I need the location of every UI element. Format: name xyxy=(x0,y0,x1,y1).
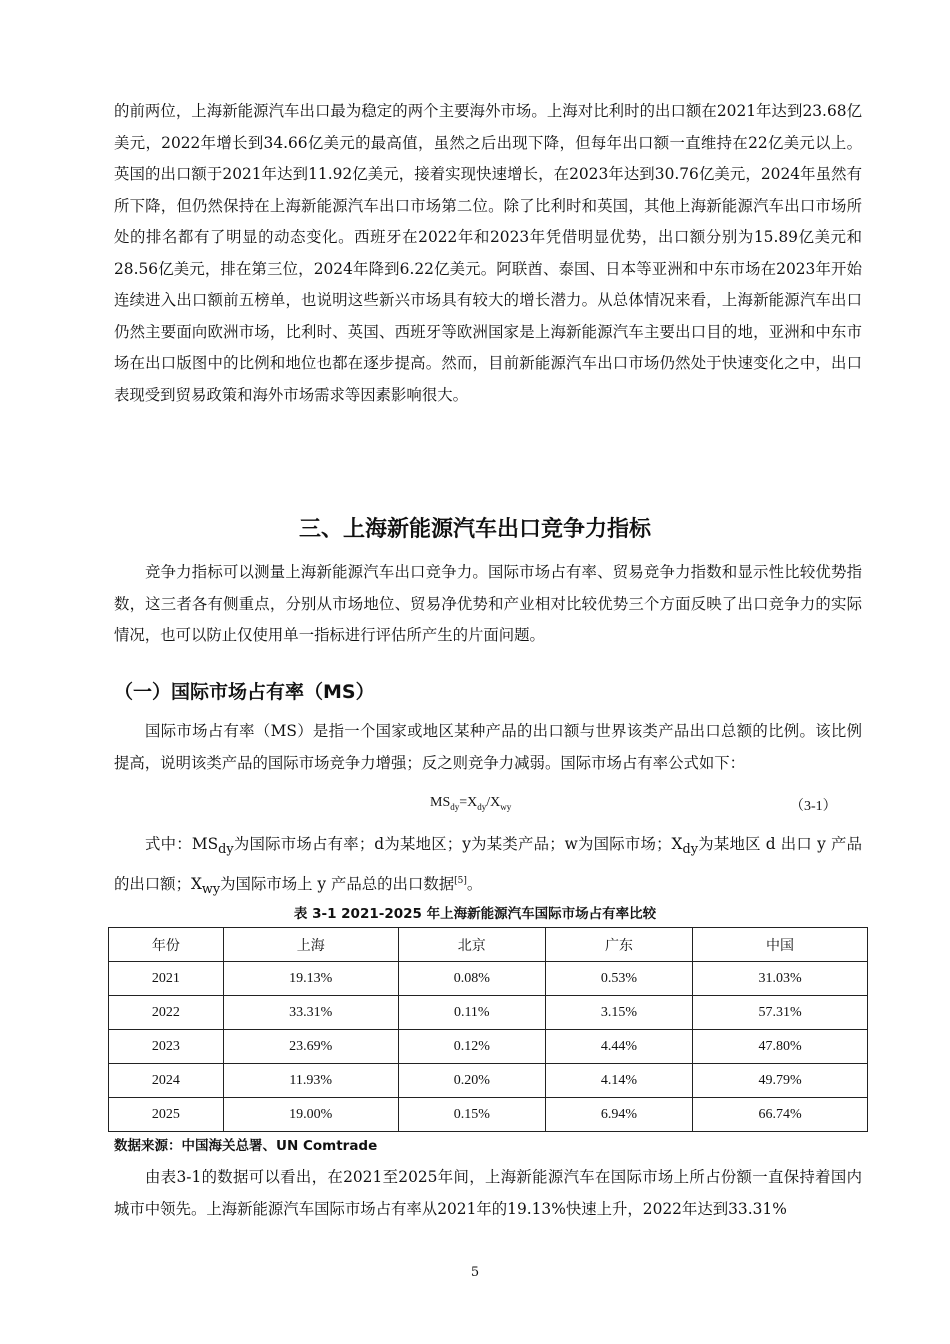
table-cell: 19.00% xyxy=(223,1098,398,1132)
subsection-heading: （一）国际市场占有率（MS） xyxy=(114,681,375,703)
table-cell: 6.94% xyxy=(545,1098,692,1132)
table-cell: 4.14% xyxy=(545,1064,692,1098)
section-heading: 三、上海新能源汽车出口竞争力指标 xyxy=(298,517,651,542)
def-text: 为某地区 d 出口 y 产品的出口额；X xyxy=(114,835,862,893)
table-cell: 0.08% xyxy=(398,962,545,996)
header-cell: 上海 xyxy=(223,928,398,962)
formula-eq: =X xyxy=(459,795,478,810)
table-cell: 2021 xyxy=(109,962,224,996)
table-cell: 31.03% xyxy=(693,962,868,996)
formula-sub: wy xyxy=(500,801,512,812)
paragraph-export-markets: 的前两位，上海新能源汽车出口最为稳定的两个主要海外市场。上海对比利时的出口额在2021年达到23.68亿美元，2022年增长到34.66亿美元的最高值，虽然之后出现下降，但每年出口额一直维持在22亿美元以上。英国的出口额于2021年达到11.92亿美元，接着实现快速增长，在2023年达到30.76亿美元，2024年虽然有所下降，但仍然保持在上海新能源汽车出口市场第二位。除了比利时和英国，其他上海新能源汽车出口市场所处的排名都有了明显的动态变化。西班牙在2022年和2023年凭借明显优势，出口额分别为15.89亿美元和28.56亿美元，排在第三位，2024年降到6.22亿美元。阿联酋、泰国、日本等亚洲和中东市场在2023年开始连续进入出口额前五榜单，也说明这些新兴市场具有较大的增长潜力。从总体情况来看，上海新能源汽车出口仍然主要面向欧洲市场，比利时、英国、西班牙等欧洲国家是上海新能源汽车主要出口目的地，亚洲和中东市场在出口版图中的比例和地位也都在逐步提高。然而，目前新能源汽车出口市场仍然处于快速变化之中，出口表现受到贸易政策和海外市场需求等因素影响很大。 xyxy=(114,102,862,404)
formula-sub: dy xyxy=(450,801,460,812)
table-row xyxy=(109,996,868,1030)
table-cell: 57.31% xyxy=(693,996,868,1030)
def-text: 式中：MS xyxy=(145,835,219,853)
table-cell: 2023 xyxy=(109,1030,224,1064)
def-text: 。 xyxy=(466,874,483,893)
table-cell: 2024 xyxy=(109,1064,224,1098)
table-row xyxy=(109,1030,868,1064)
paragraph-ms-definition: 国际市场占有率（MS）是指一个国家或地区某种产品的出口额与世界该类产品出口总额的比例。该比例提高，说明该类产品的国际市场竞争力增强；反之则竞争力减弱。国际市场占有率公式如下： xyxy=(114,722,862,772)
paragraph-intro: 竞争力指标可以测量上海新能源汽车出口竞争力。国际市场占有率、贸易竞争力指数和显示性比较优势指数，这三者各有侧重点，分别从市场地位、贸易净优势和产业相对比较优势三个方面反映了出口竞争力的实际情况，也可以防止仅使用单一指标进行评估所产生的片面问题。 xyxy=(114,563,862,644)
table-source: 数据来源：中国海关总署、UN Comtrade xyxy=(114,1138,378,1154)
table-cell: 2022 xyxy=(109,996,224,1030)
formula-lhs: MS xyxy=(430,795,451,810)
table-cell: 0.20% xyxy=(398,1064,545,1098)
header-cell: 北京 xyxy=(398,928,545,962)
table-cell: 0.11% xyxy=(398,996,545,1030)
table-cell: 0.15% xyxy=(398,1098,545,1132)
table-caption: 表 3-1 2021-2025 年上海新能源汽车国际市场占有率比较 xyxy=(293,906,657,922)
table-row xyxy=(109,962,868,996)
def-sub: dy xyxy=(218,842,234,858)
table-cell: 0.53% xyxy=(545,962,692,996)
header-cell: 中国 xyxy=(693,928,868,962)
paragraph-variable-definitions xyxy=(114,829,862,905)
table-cell: 49.79% xyxy=(693,1064,868,1098)
formula-sub: dy xyxy=(477,801,487,812)
def-text: 为国际市场上 y 产品总的出口数据 xyxy=(220,874,455,893)
header-cell: 广东 xyxy=(545,928,692,962)
table-cell: 23.69% xyxy=(223,1030,398,1064)
citation-link[interactable]: [5] xyxy=(454,875,467,886)
table-row xyxy=(109,1098,868,1132)
table-cell: 0.12% xyxy=(398,1030,545,1064)
header-cell: 年份 xyxy=(109,928,224,962)
table-cell: 66.74% xyxy=(693,1098,868,1132)
paragraph-analysis: 由表3-1的数据可以看出，在2021至2025年间，上海新能源汽车在国际市场上所占份额一直保持着国内城市中领先。上海新能源汽车国际市场占有率从2021年的19.13%快速上升，2022年达到33.31% xyxy=(114,1168,862,1218)
page-number: 5 xyxy=(470,1265,480,1280)
table-cell: 47.80% xyxy=(693,1030,868,1064)
table-row xyxy=(109,1064,868,1098)
formula-slash: /X xyxy=(486,795,501,810)
table-header-row xyxy=(109,928,868,962)
table-cell: 33.31% xyxy=(223,996,398,1030)
def-sub: dy xyxy=(682,842,698,858)
table-cell: 2025 xyxy=(109,1098,224,1132)
formula-ms xyxy=(430,795,511,812)
formula-number: （3-1） xyxy=(790,799,837,814)
table-cell: 19.13% xyxy=(223,962,398,996)
def-sub: wy xyxy=(201,881,221,897)
def-text: 为国际市场占有率；d为某地区；y为某类产品；w为国际市场；X xyxy=(233,835,683,853)
table-cell: 4.44% xyxy=(545,1030,692,1064)
table-cell: 11.93% xyxy=(223,1064,398,1098)
market-share-table xyxy=(108,927,868,1132)
table-cell: 3.15% xyxy=(545,996,692,1030)
